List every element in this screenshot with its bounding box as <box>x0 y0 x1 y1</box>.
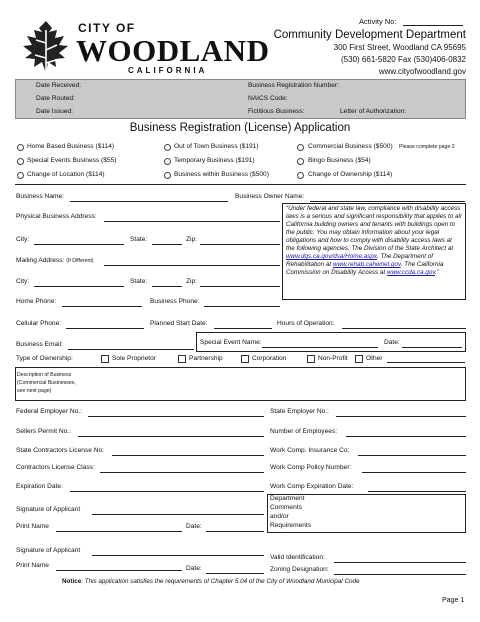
date-label-2: Date: <box>186 565 202 572</box>
event-date-label: Date: <box>384 339 400 346</box>
ownership-corporation: Corporation <box>252 355 287 362</box>
ownership-partnership: Partnership <box>189 355 223 362</box>
date-field-1[interactable] <box>206 531 264 532</box>
form-title: Business Registration (License) Application <box>129 122 351 134</box>
page-number: Page 1 <box>442 597 465 604</box>
zip-label: Zip: <box>186 236 197 243</box>
checkbox-sole-proprietor[interactable] <box>101 355 109 363</box>
naics-label: NAICS Code: <box>248 95 288 102</box>
disability-notice-text-1: “Under federal and state law, compliance with disability access laws is a serious and significant responsibility that applies to all California building owners and tenants with buildings open to the public. You may obtain information about your legal obligations and how to comply with disability access laws at the following agencies: The Division of the State Architect at <box>286 205 462 252</box>
valid-id-label: Valid Identification: <box>270 554 325 561</box>
radio-change-ownership[interactable] <box>297 172 304 179</box>
date-field-2[interactable] <box>206 573 264 574</box>
email-field[interactable] <box>68 349 194 350</box>
option-business-within: Business within Business ($500) <box>174 171 269 178</box>
option-home-based: Home Based Business ($114) <box>27 143 115 150</box>
radio-change-location[interactable] <box>17 172 24 179</box>
wc-expiration-field[interactable] <box>368 491 466 492</box>
city-field[interactable] <box>34 244 124 245</box>
signature-label-1: Signature of Applicant <box>16 506 81 513</box>
business-phone-label: Business Phone: <box>150 298 200 305</box>
description-label-2: (Commercial Businesses, <box>17 380 76 386</box>
dept-comments-label-2: Comments <box>270 504 302 511</box>
print-name-field-2[interactable] <box>56 570 182 571</box>
insurance-co-field[interactable] <box>358 455 466 456</box>
disability-notice-box <box>282 203 466 300</box>
state-field[interactable] <box>152 244 182 245</box>
date-received-label: Date Received: <box>36 82 82 89</box>
ownership-sole-proprietor: Sole Proprietor <box>112 355 156 362</box>
state2-label: State: <box>130 278 148 285</box>
policy-number-label: Work Comp Policy Number: <box>270 464 352 471</box>
date-routed-label: Date Routed: <box>36 95 75 102</box>
option-bingo: Bingo Business ($54) <box>308 157 371 164</box>
date-label-1: Date: <box>186 523 202 530</box>
option-out-of-town: Out of Town Business ($191) <box>174 143 259 150</box>
dsa-link[interactable]: www.dgs.ca.gov/dsa/Home.aspx <box>286 253 377 260</box>
state2-field[interactable] <box>152 286 182 287</box>
radio-bingo[interactable] <box>297 158 304 165</box>
option-change-location: Change of Location ($114) <box>27 171 105 178</box>
disability-notice-text-4: .” <box>435 269 439 276</box>
radio-commercial[interactable] <box>297 144 304 151</box>
license-class-field[interactable] <box>100 472 264 473</box>
department-website: www.cityofwoodland.gov <box>378 67 466 76</box>
wc-expiration-label: Work Comp Expiration Date: <box>270 483 354 490</box>
section-divider <box>15 184 466 185</box>
checkbox-other[interactable] <box>355 355 363 363</box>
print-name-field-1[interactable] <box>56 531 182 532</box>
description-box[interactable] <box>15 367 466 401</box>
print-name-label-1: Print Name <box>16 523 49 530</box>
notice-label: Notice <box>62 578 82 585</box>
physical-address-field[interactable] <box>104 221 280 222</box>
reg-number-label: Business Registration Number: <box>248 82 339 89</box>
expiration-date-label: Expiration Date: <box>16 483 63 490</box>
license-class-label: Contractors License Class: <box>16 464 95 471</box>
ownership-other: Other <box>366 355 383 362</box>
owner-name-field[interactable] <box>310 201 465 202</box>
employees-label: Number of Employees: <box>270 428 338 435</box>
signature-field-2[interactable] <box>92 555 264 556</box>
radio-home-based[interactable] <box>17 144 24 151</box>
event-date-field[interactable] <box>402 347 462 348</box>
option-change-ownership: Change of Ownership ($114) <box>308 171 393 178</box>
radio-business-within[interactable] <box>164 172 171 179</box>
contractors-license-field[interactable] <box>112 455 264 456</box>
city2-label: City: <box>16 278 30 285</box>
date-issued-label: Date Issued: <box>36 108 74 115</box>
activity-label: Activity No: <box>359 17 397 26</box>
radio-special-events[interactable] <box>17 158 24 165</box>
notice-body: : This application satisfies the requirements of Chapter 5.04 of the City of Woodland Municipal Code <box>81 578 360 585</box>
employees-field[interactable] <box>346 436 466 437</box>
ownership-label: Type of Ownership: <box>16 355 73 362</box>
commercial-note: Please complete page 2 <box>399 144 455 150</box>
business-name-label: Business Name: <box>16 193 65 200</box>
checkbox-corporation[interactable] <box>241 355 249 363</box>
dept-comments-label-4: Requirements <box>270 522 312 529</box>
start-date-field[interactable] <box>214 328 272 329</box>
federal-employer-field[interactable] <box>88 416 264 417</box>
home-phone-field[interactable] <box>62 306 142 307</box>
policy-number-field[interactable] <box>362 472 466 473</box>
signature-label-2: Signature of Applicant <box>16 547 81 554</box>
city-label: City: <box>16 236 30 243</box>
logo-california: CALIFORNIA <box>128 66 208 75</box>
physical-address-label: Physical Business Address: <box>16 213 97 220</box>
letter-auth-label: Letter of Authorization: <box>340 108 406 115</box>
mailing-address-field[interactable] <box>104 265 280 266</box>
contractors-license-label: State Contractors License No: <box>16 447 104 454</box>
radio-out-of-town[interactable] <box>164 144 171 151</box>
insurance-co-label: Work Comp. Insurance Co: <box>270 447 350 454</box>
option-commercial: Commercial Business ($500) <box>308 143 393 150</box>
hours-label: Hours of Operation: <box>277 320 335 327</box>
zip-field[interactable] <box>200 244 280 245</box>
dept-comments-label-3: and/or <box>270 513 289 520</box>
event-name-field[interactable] <box>262 347 378 348</box>
zip2-label: Zip: <box>186 278 197 285</box>
ccda-link[interactable]: www.ccda.ca.gov <box>386 269 436 276</box>
rehab-link[interactable]: www.rehab.cahwnet.gov <box>332 261 401 268</box>
state-label: State: <box>130 236 148 243</box>
logo-woodland: WOODLAND <box>76 33 270 68</box>
sellers-permit-label: Sellers Permit No.: <box>16 428 71 435</box>
other-field[interactable] <box>387 362 465 363</box>
description-label-3: see next page) <box>17 388 52 394</box>
checkbox-non-profit[interactable] <box>307 355 315 363</box>
cellular-label: Cellular Phone: <box>16 320 62 327</box>
state-employer-field[interactable] <box>336 416 466 417</box>
checkbox-partnership[interactable] <box>178 355 186 363</box>
start-date-label: Planned Start Date: <box>150 320 208 327</box>
activity-field[interactable] <box>403 25 463 26</box>
state-employer-label: State Employer No.: <box>270 408 330 415</box>
sellers-permit-field[interactable] <box>78 436 264 437</box>
email-label: Business Email: <box>16 341 63 348</box>
hours-field[interactable] <box>342 328 466 329</box>
ownership-non-profit: Non-Profit <box>318 355 348 362</box>
department-name: Community Development Department <box>273 29 466 41</box>
owner-name-label: Business Owner Name: <box>235 193 305 200</box>
federal-employer-label: Federal Employer No.: <box>16 408 82 415</box>
mailing-label <box>16 257 94 264</box>
valid-id-field[interactable] <box>334 562 466 563</box>
print-name-label-2: Print Name <box>16 562 49 569</box>
department-address: 300 First Street, Woodland CA 95695 <box>333 43 466 52</box>
business-phone-field[interactable] <box>204 306 280 307</box>
cellular-field[interactable] <box>66 328 144 329</box>
option-special-events: Special Events Business ($55) <box>27 157 117 164</box>
department-phone: (530) 661-5820 Fax (530)406-0832 <box>341 55 466 64</box>
dept-comments-label-1: Department <box>270 495 305 502</box>
expiration-date-field[interactable] <box>70 491 264 492</box>
oak-leaf-icon <box>22 18 72 78</box>
disability-notice-text-3: . The California Commission on Disability Access at <box>286 261 444 276</box>
radio-temporary[interactable] <box>164 158 171 165</box>
logo-city-of: CITY OF <box>78 21 136 35</box>
business-name-field[interactable] <box>70 201 228 202</box>
city2-field[interactable] <box>34 286 124 287</box>
zoning-label: Zoning Designation: <box>270 566 329 573</box>
notice-text <box>62 578 360 585</box>
zoning-field[interactable] <box>334 574 466 575</box>
home-phone-label: Home Phone: <box>16 298 57 305</box>
disability-notice-text-2: . The Department of Rehabilitation at <box>286 253 433 268</box>
zip2-field[interactable] <box>200 286 280 287</box>
fictitious-label: Fictitious Business: <box>248 108 305 115</box>
event-name-label: Special Event Name: <box>200 339 262 346</box>
signature-field-1[interactable] <box>92 514 264 515</box>
option-temporary: Temporary Business ($191) <box>174 157 255 164</box>
description-label-1: Description of Business <box>17 372 72 378</box>
mailing-label-text: Mailing Address: <box>16 257 65 264</box>
mailing-note: (If Different) <box>66 258 94 264</box>
